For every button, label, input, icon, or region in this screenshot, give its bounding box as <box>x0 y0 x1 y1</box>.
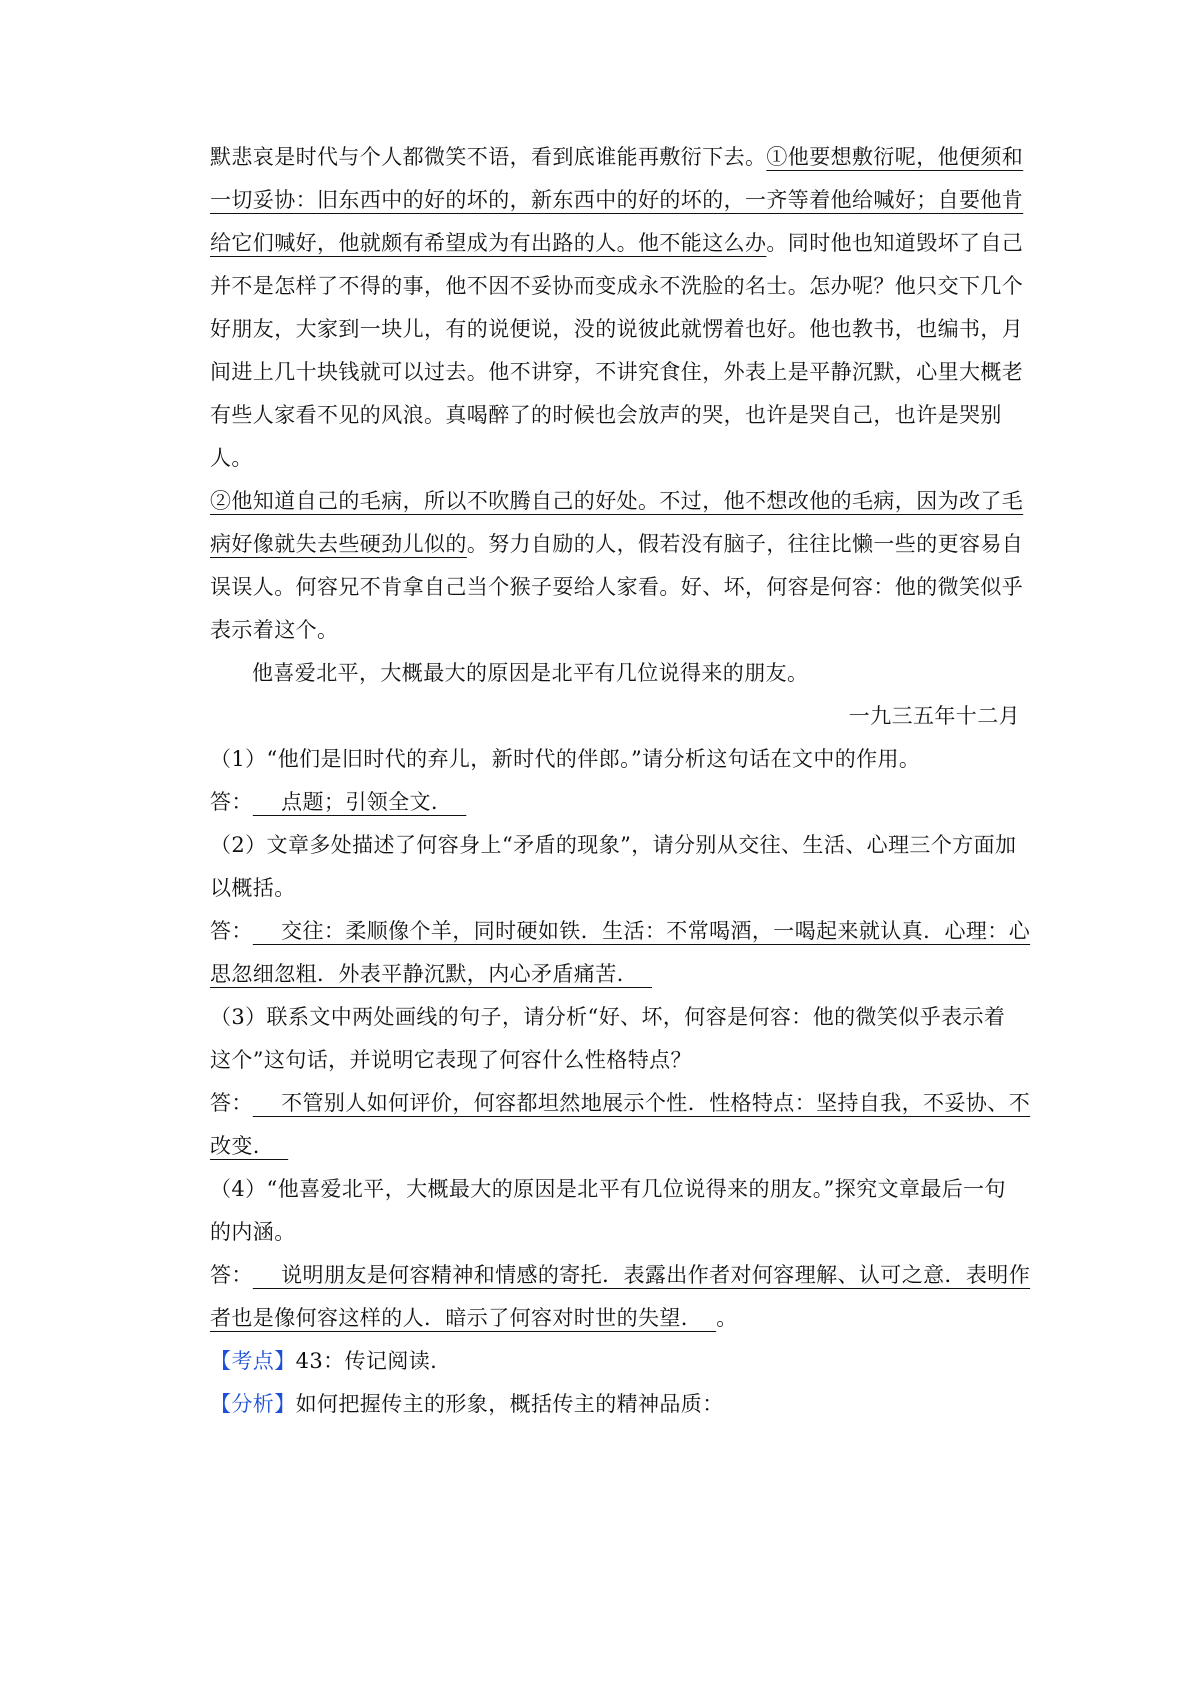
passage-line: 人。 <box>210 446 253 470</box>
answer-3-cont: 改变. <box>210 1134 289 1158</box>
underlined-sentence-2-end: 病好像就失去些硬劲儿似的 <box>210 532 467 556</box>
passage-line <box>210 142 1024 172</box>
passage-line: 并不是怎样了不得的事，他不因不妥协而变成永不洗脸的名士。怎办呢？他只交下几个 <box>210 274 1024 298</box>
passage-last-sentence: 他喜爱北平，大概最大的原因是北平有几位说得来的朋友。 <box>252 661 809 685</box>
answer-4-period: 。 <box>716 1306 738 1330</box>
answer-2-text: 交往：柔顺像个羊，同时硬如铁．生活：不常喝酒，一喝起来就认真．心理：心 <box>252 919 1031 943</box>
answer-label: 答： <box>210 1263 253 1287</box>
passage-line <box>210 529 1024 559</box>
answer-4 <box>210 1260 1031 1290</box>
fenxi-tag: 【分析】 <box>210 1392 296 1416</box>
fenxi-text: 如何把握传主的形象，概括传主的精神品质： <box>295 1392 724 1416</box>
passage-line: 间进上几十块钱就可以过去。他不讲穿，不讲究食住，外表上是平静沉默，心里大概老 <box>210 360 1024 384</box>
passage-line: 误误人。何容兄不肯拿自己当个猴子耍给人家看。好、坏，何容是何容：他的微笑似乎 <box>210 575 1024 599</box>
passage-text: 默悲哀是时代与个人都微笑不语，看到底谁能再敷衍下去。 <box>210 145 767 169</box>
question-4: （4）“他喜爱北平，大概最大的原因是北平有几位说得来的朋友。”探究文章最后一句 <box>210 1177 1006 1201</box>
answer-1 <box>210 787 1020 817</box>
underlined-sentence-1-end: 给它们喊好，他就颇有希望成为有出路的人。他不能这么办 <box>210 231 767 255</box>
kaodian-tag: 【考点】 <box>210 1349 296 1373</box>
question-1: （1）“他们是旧时代的弃儿，新时代的伴郎。”请分析这句话在文中的作用。 <box>210 747 921 771</box>
question-4-cont: 的内涵。 <box>210 1220 296 1244</box>
passage-line: 好朋友，大家到一块儿，有的说便说，没的说彼此就愣着也好。他也教书，也编书，月 <box>210 317 1024 341</box>
answer-1-text: 点题；引领全文. <box>252 790 467 814</box>
underlined-sentence-1-cont: 一切妥协：旧东西中的好的坏的，新东西中的好的坏的，一齐等着他给喊好；自要他肯 <box>210 188 1024 212</box>
answer-3 <box>210 1088 1031 1118</box>
passage-date: 一九三五年十二月 <box>848 704 1020 728</box>
underlined-sentence-1: ①他要想敷衍呢，他便须和 <box>766 145 1024 169</box>
answer-label: 答： <box>210 919 253 943</box>
passage-line: 有些人家看不见的风浪。真喝醉了的时候也会放声的哭，也许是哭自己，也许是哭别 <box>210 403 1002 427</box>
question-2: （2）文章多处描述了何容身上“矛盾的现象”，请分别从交往、生活、心理三个方面加 <box>210 833 1017 857</box>
answer-4-cont <box>210 1303 1020 1333</box>
answer-2 <box>210 916 1031 946</box>
passage-line: 表示着这个。 <box>210 618 339 642</box>
passage-text: 。努力自励的人，假若没有脑子，往往比懒一些的更容易自 <box>466 532 1024 556</box>
fenxi-line <box>210 1389 1020 1419</box>
answer-label: 答： <box>210 1091 253 1115</box>
underlined-sentence-2: ②他知道自己的毛病，所以不吹腾自己的好处。不过，他不想改他的毛病，因为改了毛 <box>210 489 1024 513</box>
answer-4-text-cont: 者也是像何容这样的人．暗示了何容对时世的失望. <box>210 1306 717 1330</box>
question-3-cont: 这个”这句话，并说明它表现了何容什么性格特点？ <box>210 1048 692 1072</box>
passage-line <box>210 228 1024 258</box>
answer-2-cont: 思忽细忽粗．外表平静沉默，内心矛盾痛苦. <box>210 962 652 986</box>
passage-text: 。同时他也知道毁坏了自己 <box>766 231 1024 255</box>
answer-4-text: 说明朋友是何容精神和情感的寄托．表露出作者对何容理解、认可之意．表明作 <box>252 1263 1031 1287</box>
question-2-cont: 以概括。 <box>210 876 296 900</box>
answer-3-text: 不管别人如何评价，何容都坦然地展示个性．性格特点：坚持自我，不妥协、不 <box>252 1091 1031 1115</box>
kaodian-line <box>210 1346 1020 1376</box>
answer-label: 答： <box>210 790 253 814</box>
question-3: （3）联系文中两处画线的句子，请分析“好、坏，何容是何容：他的微笑似乎表示着 <box>210 1005 1006 1029</box>
kaodian-text: 43：传记阅读. <box>295 1349 438 1373</box>
